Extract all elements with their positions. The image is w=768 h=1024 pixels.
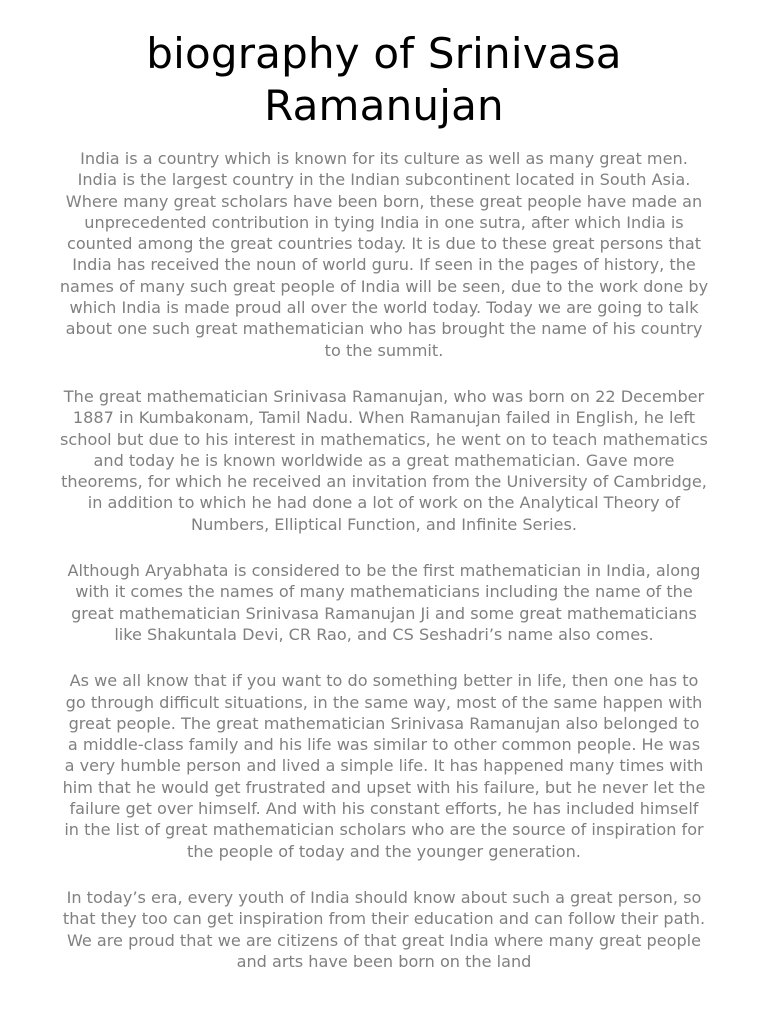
paragraph-indian-mathematicians: Although Aryabhata is considered to be the first mathematician in India, along with it comes the names of many mathematicians including the name of the great mathematician Srinivasa Ramanujan Ji and some great mathematicians like Shakuntala Devi, CR Rao, and CS Seshadri’s name also comes. xyxy=(67,561,701,644)
paragraph-life-and-struggle: As we all know that if you want to do something better in life, then one has to go through difficult situations, in the same way, most of the same happen with great people. The great mathematician Srinivasa Ramanujan also belonged to a middle-class family and his life was similar to other common people. He was a very humble person and lived a simple life. It has happened many times with him that he would get frustrated and upset with his failure, but he never let the failure get over himself. And with his constant efforts, he has included himself in the list of great mathematician scholars who are the source of inspiration for the people of today and the younger generation. xyxy=(62,671,706,861)
page-title: biography of Srinivasa Ramanujan xyxy=(146,29,622,130)
document-body xyxy=(22,148,746,972)
paragraph-birth-and-work: The great mathematician Srinivasa Ramanujan, who was born on 22 December 1887 in Kumbakonam, Tamil Nadu. When Ramanujan failed in English, he left school but due to his interest in mathematics, he went on to teach mathematics and today he is known worldwide as a great mathematician. Gave more theorems, for which he received an invitation from the University of Cambridge, in addition to which he had done a lot of work on the Analytical Theory of Numbers, Elliptical Function, and Infinite Series. xyxy=(60,386,708,534)
paragraph-introduction: India is a country which is known for its culture as well as many great men. India is the largest country in the Indian subcontinent located in South Asia. Where many great scholars have been born, these great people have made an unprecedented contribution in tying India in one sutra, after which India is counted among the great countries today. It is due to these great persons that India has received the noun of world guru. If seen in the pages of history, the names of many such great people of India will be seen, due to the work done by which India is made proud all over the world today. Today we are going to talk about one such great mathematician who has brought the name of his country to the summit. xyxy=(59,149,709,360)
paragraph-conclusion: In today’s era, every youth of India should know about such a great person, so that they too can get inspiration from their education and can follow their path. We are proud that we are citizens of that great India where many great people and arts have been born on the land xyxy=(62,887,706,971)
